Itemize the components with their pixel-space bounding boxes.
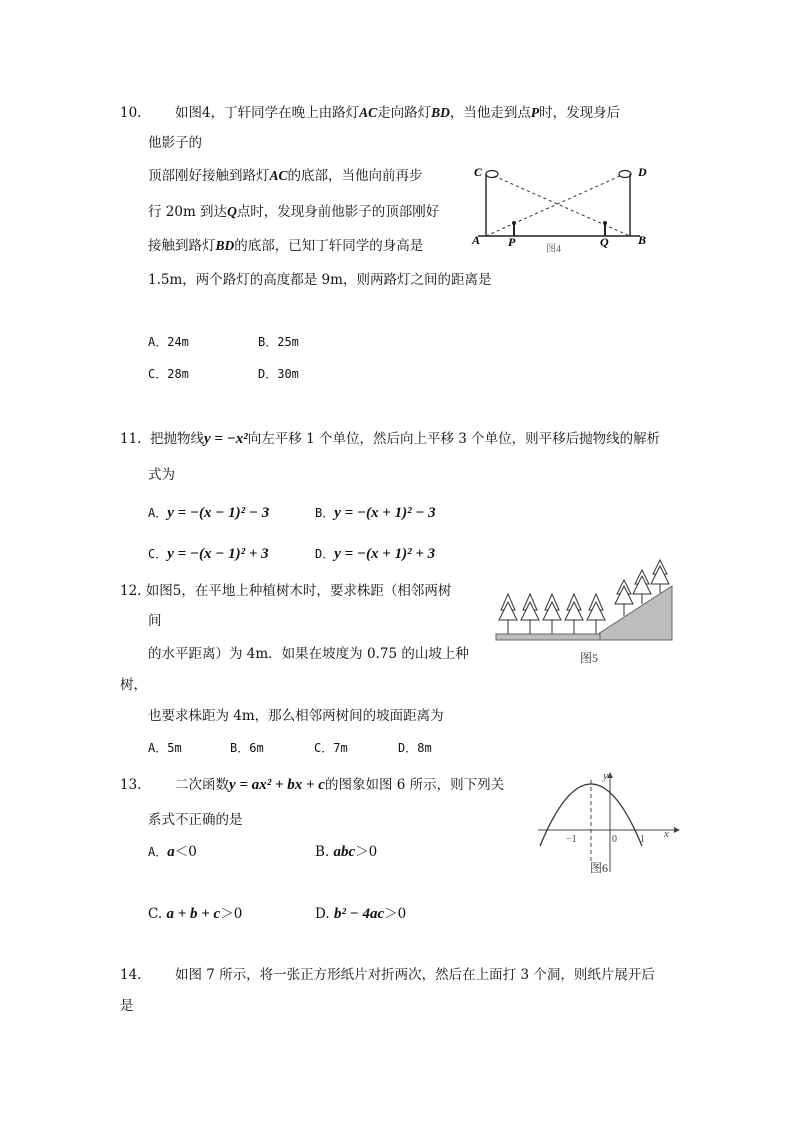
q13-number: 13.: [120, 777, 142, 793]
y-label: y: [603, 770, 608, 782]
q12-line2: 间: [148, 613, 162, 629]
q13-option-b: B. abc＞0: [315, 844, 378, 860]
figure-4: [468, 160, 658, 255]
q11-option-a: A．y = −(x − 1)² − 3: [148, 505, 270, 521]
q10-number: 10.: [120, 105, 142, 121]
label-a: A: [472, 233, 481, 247]
q13-option-a: A．a＜0: [148, 844, 197, 860]
q10-option-c: C．28m: [148, 367, 189, 381]
figure-5: [492, 558, 674, 668]
q12-option-d: D．8m: [398, 741, 432, 755]
q12-option-b: B．6m: [230, 741, 264, 755]
tree-icon: [633, 570, 651, 604]
tick-minus-one: −1: [566, 834, 577, 845]
person-p-icon: [512, 221, 516, 236]
figure-5-caption: 图5: [580, 651, 599, 665]
label-b: B: [638, 233, 647, 247]
figure-4-caption: 图4: [546, 244, 561, 255]
q12-line3: 的水平距离）为 4m．如果在坡度为 0.75 的山坡上种: [148, 646, 469, 662]
q10-line4: 行 20m 到达Q点时，发现身前他影子的顶部刚好: [148, 204, 440, 220]
light-ray-d: [486, 176, 620, 236]
q11-line1: 把抛物线y = −x²向左平移 1 个单位，然后向上平移 3 个单位，则平移后抛物线的解析: [150, 431, 661, 447]
q14-number: 14.: [120, 967, 142, 983]
q10-line3: 顶部刚好接触到路灯AC的底部，当他向前再步: [148, 168, 423, 184]
tree-icon: [565, 594, 583, 634]
tree-icon: [651, 560, 669, 593]
lamp-d-icon: [619, 171, 631, 178]
q11-option-c: C．y = −(x − 1)² + 3: [148, 546, 269, 562]
q10-line6: 1.5m，两个路灯的高度都是 9m，则两路灯之间的距离是: [148, 272, 492, 288]
q14-line1: 如图 7 所示，将一张正方形纸片对折两次，然后在上面打 3 个洞，则纸片展开后: [175, 967, 655, 983]
x-axis-arrow-icon: [674, 827, 680, 833]
tree-icon: [543, 594, 561, 634]
q11-option-b: B．y = −(x + 1)² − 3: [315, 505, 436, 521]
tick-zero: 0: [612, 834, 617, 845]
q12-line5: 也要求株距为 4m，那么相邻两树间的坡面距离为: [148, 708, 444, 724]
person-q-icon: [603, 221, 607, 236]
figure-6-caption: 图6: [590, 861, 609, 875]
label-p: P: [508, 235, 516, 249]
tree-icon: [615, 580, 633, 616]
q10-option-a: A．24m: [148, 335, 189, 349]
q12-line1: 12. 如图5，在平地上种植树木时，要求株距（相邻两树: [120, 583, 452, 599]
tree-icon: [499, 594, 517, 634]
q13-option-d: D. b² − 4ac＞0: [315, 906, 407, 922]
q11-number: 11.: [120, 431, 142, 447]
q11-line2: 式为: [148, 467, 175, 483]
flat-ground: [496, 634, 600, 640]
q10-option-b: B．25m: [258, 335, 299, 349]
q11-option-d: D．y = −(x + 1)² + 3: [315, 546, 436, 562]
figure-6: [534, 770, 684, 880]
q12-option-a: A．5m: [148, 741, 182, 755]
tree-icon: [587, 594, 605, 634]
label-q: Q: [600, 235, 609, 249]
q10-line1: 如图4，丁轩同学在晚上由路灯AC走向路灯BD，当他走到点P时，发现身后: [175, 105, 621, 121]
label-d: D: [638, 165, 647, 179]
q10-line5: 接触到路灯BD的底部，已知丁轩同学的身高是: [148, 238, 424, 254]
q12-option-c: C．7m: [314, 741, 348, 755]
q12-line4: 树，: [120, 677, 147, 693]
q13-line2: 系式不正确的是: [148, 812, 243, 828]
q13-option-c: C. a + b + c＞0: [148, 906, 243, 922]
q14-line2: 是: [120, 998, 134, 1014]
tree-icon: [521, 594, 539, 634]
label-c: C: [474, 165, 483, 179]
q10-option-d: D．30m: [258, 367, 299, 381]
tick-one: 1: [640, 834, 645, 845]
q13-line1: 二次函数y = ax² + bx + c的图象如图 6 所示，则下列关: [175, 777, 505, 793]
x-label: x: [664, 828, 669, 840]
q10-line2: 他影子的: [148, 135, 202, 151]
y-axis-arrow-icon: [607, 772, 613, 778]
